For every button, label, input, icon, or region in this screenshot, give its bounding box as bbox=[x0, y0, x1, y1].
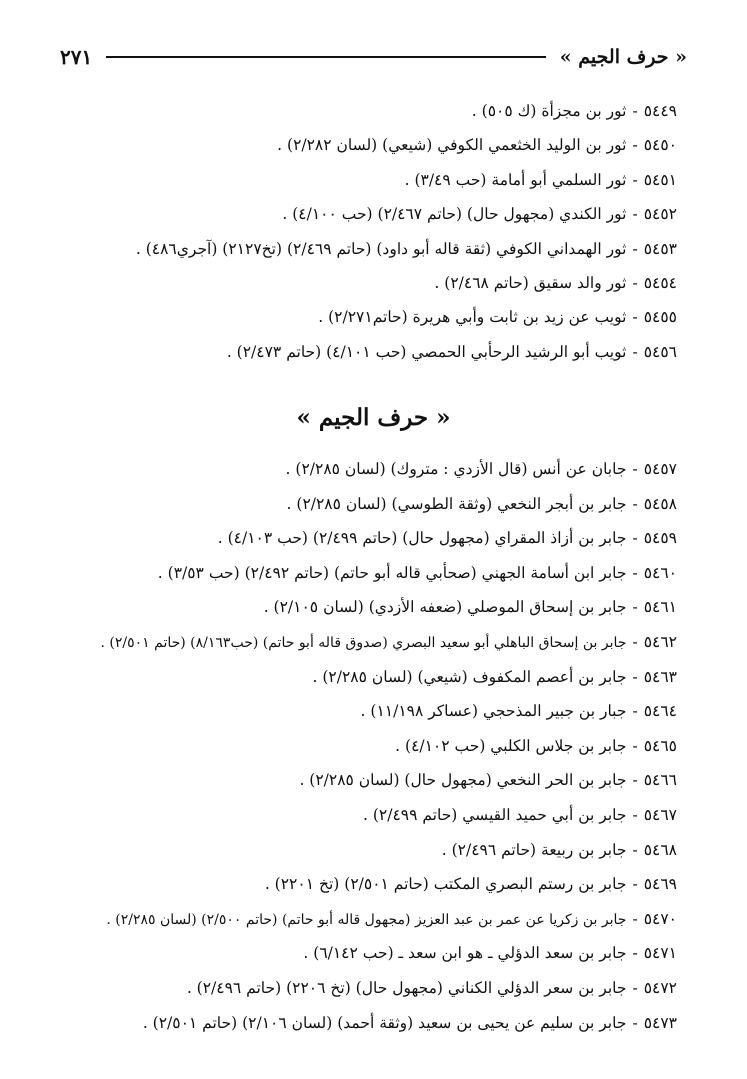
entry: ٥٤٥٦-ثويب أبو الرشيد الرحأبي الحمصي (حب ٤/١٠١) (حاتم ٢/٤٧٣) . bbox=[40, 335, 677, 369]
entry-number: ٥٤٥٥ bbox=[643, 308, 677, 327]
entry-text: جابر بن سعر الدؤلي الكناني (مجهول حال) (تخ ٢٢٠٦) (حاتم ٢/٤٩٦) . bbox=[186, 978, 627, 997]
entry-text: جابر بن أبجر النخعي (وثقة الطوسي) (لسان ٢/٢٨٥) . bbox=[286, 494, 627, 513]
entry-text: جابر بن أزاذ المقراي (مجهول حال) (حاتم ٢/٤٩٩) (حب ٤/١٠٣) . bbox=[217, 529, 627, 548]
entry-number: ٥٤٥٨ bbox=[643, 494, 677, 513]
entry-text: جابر بن جلاس الكلبي (حب ٤/١٠٢) . bbox=[395, 736, 627, 755]
entry-number: ٥٤٥٦ bbox=[643, 342, 677, 361]
entry: ٥٤٧٠-جابر بن زكريا عن عمر بن عبد العزيز (مجهول قاله أبو حاتم) (حاتم ٢/٥٠٠) (لسان ٢/٢٨٥) . bbox=[40, 902, 677, 937]
entry-text: جابر بن زكريا عن عمر بن عبد العزيز (مجهول قاله أبو حاتم) (حاتم ٢/٥٠٠) (لسان ٢/٢٨٥) . bbox=[106, 911, 627, 928]
entry: ٥٤٥١-ثور السلمي أبو أمامة (حب ٣/٤٩) . bbox=[40, 163, 677, 197]
entry: ٥٤٦٦-جابر بن الحر النخعي (مجهول حال) (لسان ٢/٢٨٥) . bbox=[40, 763, 677, 798]
entry-number: ٥٤٧٢ bbox=[643, 978, 677, 997]
entry-number: ٥٤٥٧ bbox=[643, 460, 677, 478]
entry-text: ثور السلمي أبو أمامة (حب ٣/٤٩) . bbox=[404, 170, 627, 189]
entry-text: جابر بن رستم البصري المكتب (حاتم ٢/٥٠١) (تخ ٢٢٠١) . bbox=[264, 875, 627, 894]
entry-list-before bbox=[40, 94, 677, 369]
entry-number: ٥٤٥١ bbox=[643, 170, 677, 189]
entry: ٥٤٦٣-جابر بن أعصم المكفوف (شيعي) (لسان ٢/٢٨٥) . bbox=[40, 660, 677, 695]
entry: ٥٤٥٥-ثويب عن زيد بن ثابت وأبي هريرة (حاتم٢/٢٧١) . bbox=[40, 300, 677, 334]
entry: ٥٤٥٧-جابان عن أنس (قال الأزدي : متروك) (لسان ٢/٢٨٥) . bbox=[40, 452, 677, 487]
entry-number: ٥٤٤٩ bbox=[643, 102, 677, 120]
entry: ٥٤٦٥-جابر بن جلاس الكلبي (حب ٤/١٠٢) . bbox=[40, 729, 677, 764]
entry: ٥٤٥٨-جابر بن أبجر النخعي (وثقة الطوسي) (لسان ٢/٢٨٥) . bbox=[40, 487, 677, 522]
entry: ٥٤٥٤-ثور والد سقيق (حاتم ٢/٤٦٨) . bbox=[40, 266, 677, 300]
entry-number: ٥٤٦٩ bbox=[643, 875, 677, 894]
entry-number: ٥٤٦٢ bbox=[643, 632, 677, 651]
entry: ٥٤٦٩-جابر بن رستم البصري المكتب (حاتم ٢/٥٠١) (تخ ٢٢٠١) . bbox=[40, 867, 677, 902]
entry: ٥٤٧٢-جابر بن سعر الدؤلي الكناني (مجهول حال) (تخ ٢٢٠٦) (حاتم ٢/٤٩٦) . bbox=[40, 971, 677, 1006]
entry-text: ثويب أبو الرشيد الرحأبي الحمصي (حب ٤/١٠١) (حاتم ٢/٤٧٣) . bbox=[226, 342, 627, 361]
entry-text: ثور بن مجزأة (ك ٥٠٥) . bbox=[471, 102, 627, 120]
page-number: ٢٧١ bbox=[60, 45, 93, 69]
entry-number: ٥٤٥٠ bbox=[643, 136, 677, 155]
entry-text: جابر بن إسحاق الباهلي أبو سعيد البصري (صدوق قاله أبو حاتم) (حب٨/١٦٣) (حاتم ٢/٥٠١) . bbox=[100, 634, 627, 651]
entry: ٥٤٤٩-ثور بن مجزأة (ك ٥٠٥) . bbox=[40, 94, 677, 128]
entry-number: ٥٤٧٣ bbox=[643, 1013, 677, 1032]
entry: ٥٤٦٨-جابر بن ربيعة (حاتم ٢/٤٩٦) . bbox=[40, 833, 677, 868]
section-heading: « حرف الجيم » bbox=[296, 404, 451, 431]
entry-text: جابر بن سليم عن يحيى بن سعيد (وثقة أحمد) (لسان ٢/١٠٦) (حاتم ٢/٥٠١) . bbox=[142, 1013, 627, 1032]
entry: ٥٤٦٢-جابر بن إسحاق الباهلي أبو سعيد البصري (صدوق قاله أبو حاتم) (حب٨/١٦٣) (حاتم ٢/٥٠١) . bbox=[40, 625, 677, 660]
entry-number: ٥٤٦٨ bbox=[643, 840, 677, 859]
entry: ٥٤٧٣-جابر بن سليم عن يحيى بن سعيد (وثقة أحمد) (لسان ٢/١٠٦) (حاتم ٢/٥٠١) . bbox=[40, 1006, 677, 1041]
entry-number: ٥٤٥٢ bbox=[643, 205, 677, 224]
entry-text: جابر ابن أسامة الجهني (صحأبي قاله أبو حاتم) (حاتم ٢/٤٩٢) (حب ٣/٥٣) . bbox=[157, 563, 627, 582]
page-header bbox=[60, 42, 687, 72]
entry-text: جابر بن ربيعة (حاتم ٢/٤٩٦) . bbox=[441, 840, 627, 859]
entry: ٥٤٥٣-ثور الهمداني الكوفي (ثقة قاله أبو داود) (حاتم ٢/٤٦٩) (تخ٢١٢٧) (آجري٤٨٦) . bbox=[40, 232, 677, 266]
entry-text: ثور الكندي (مجهول حال) (حاتم ٢/٤٦٧) (حب ٤/١٠٠) . bbox=[282, 205, 627, 224]
entry-number: ٥٤٦١ bbox=[643, 598, 677, 617]
entry: ٥٤٦٠-جابر ابن أسامة الجهني (صحأبي قاله أبو حاتم) (حاتم ٢/٤٩٢) (حب ٣/٥٣) . bbox=[40, 556, 677, 591]
entry-number: ٥٤٦٧ bbox=[643, 805, 677, 824]
entry-text: جابان عن أنس (قال الأزدي : متروك) (لسان ٢/٢٨٥) . bbox=[285, 460, 627, 478]
entry-list-after bbox=[40, 452, 677, 1040]
entry-number: ٥٤٧٠ bbox=[643, 909, 677, 928]
entry: ٥٤٥٩-جابر بن أزاذ المقراي (مجهول حال) (حاتم ٢/٤٩٩) (حب ٤/١٠٣) . bbox=[40, 521, 677, 556]
entry-number: ٥٤٧١ bbox=[643, 944, 677, 963]
entry-text: ثور بن الوليد الخثعمي الكوفي (شيعي) (لسان ٢/٢٨٢) . bbox=[277, 136, 627, 155]
entry-text: جابر بن أبي حميد القيسي (حاتم ٢/٤٩٩) . bbox=[362, 805, 627, 824]
entry-number: ٥٤٥٩ bbox=[643, 529, 677, 548]
entry-text: ثويب عن زيد بن ثابت وأبي هريرة (حاتم٢/٢٧١) . bbox=[318, 308, 627, 327]
header-rule bbox=[106, 56, 546, 58]
entry-text: جابر بن أعصم المكفوف (شيعي) (لسان ٢/٢٨٥) . bbox=[312, 667, 627, 686]
entry: ٥٤٥٠-ثور بن الوليد الخثعمي الكوفي (شيعي) (لسان ٢/٢٨٢) . bbox=[40, 128, 677, 162]
running-head-title: « حرف الجيم » bbox=[559, 46, 687, 68]
entry-text: ثور والد سقيق (حاتم ٢/٤٦٨) . bbox=[434, 273, 627, 292]
entry-number: ٥٤٦٠ bbox=[643, 563, 677, 582]
entry-text: ثور الهمداني الكوفي (ثقة قاله أبو داود) (حاتم ٢/٤٦٩) (تخ٢١٢٧) (آجري٤٨٦) . bbox=[135, 239, 627, 258]
entry-number: ٥٤٥٣ bbox=[643, 239, 677, 258]
entry-number: ٥٤٦٣ bbox=[643, 667, 677, 686]
entry: ٥٤٦٧-جابر بن أبي حميد القيسي (حاتم ٢/٤٩٩) . bbox=[40, 798, 677, 833]
entry-number: ٥٤٥٤ bbox=[643, 273, 677, 292]
entry-text: جابر بن سعد الدؤلي ـ هو ابن سعد ـ (حب ٦/١٤٢) . bbox=[303, 944, 627, 963]
entry-text: جبار بن جبير المذحجي (عساكر ١١/١٩٨) . bbox=[360, 702, 627, 721]
entry-text: جابر بن إسحاق الموصلي (ضعفه الأزدي) (لسان ٢/١٠٥) . bbox=[263, 598, 627, 617]
entry: ٥٤٥٢-ثور الكندي (مجهول حال) (حاتم ٢/٤٦٧) (حب ٤/١٠٠) . bbox=[40, 197, 677, 231]
entry: ٥٤٦١-جابر بن إسحاق الموصلي (ضعفه الأزدي) (لسان ٢/١٠٥) . bbox=[40, 590, 677, 625]
entry-text: جابر بن الحر النخعي (مجهول حال) (لسان ٢/٢٨٥) . bbox=[299, 771, 627, 790]
entry-number: ٥٤٦٤ bbox=[643, 702, 677, 721]
entry-number: ٥٤٦٥ bbox=[643, 736, 677, 755]
entry: ٥٤٦٤-جبار بن جبير المذحجي (عساكر ١١/١٩٨) . bbox=[40, 694, 677, 729]
entry: ٥٤٧١-جابر بن سعد الدؤلي ـ هو ابن سعد ـ (حب ٦/١٤٢) . bbox=[40, 936, 677, 971]
entry-number: ٥٤٦٦ bbox=[643, 771, 677, 790]
